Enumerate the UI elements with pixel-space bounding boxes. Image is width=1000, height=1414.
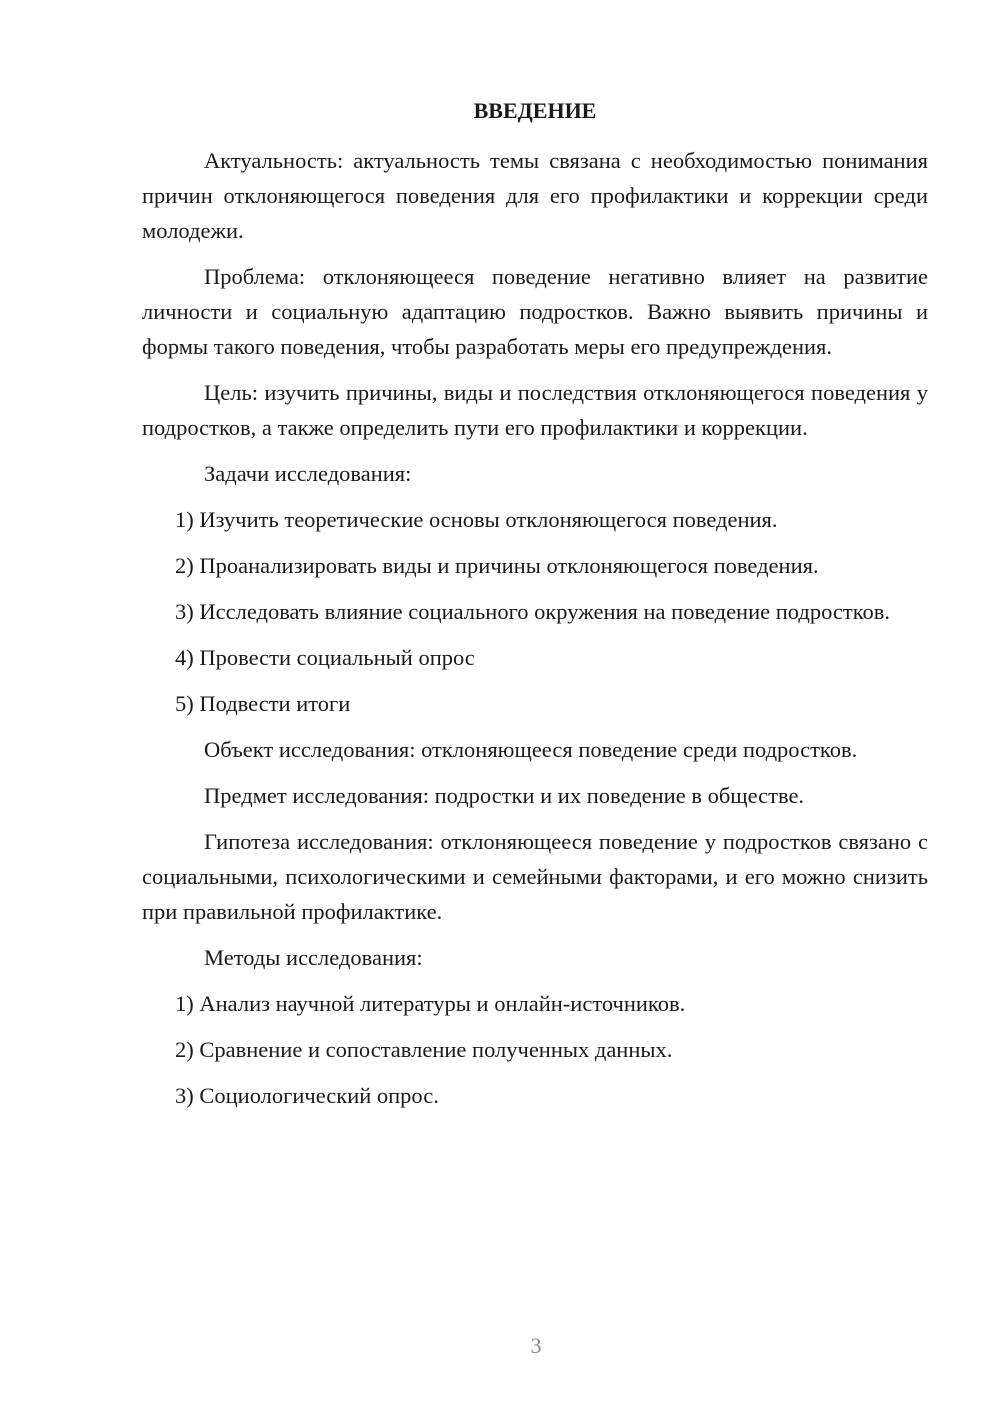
document-body xyxy=(142,143,928,1124)
paragraph-subject: Предмет исследования: подростки и их поведение в обществе. xyxy=(204,783,805,808)
paragraph-methods-heading: Методы исследования: xyxy=(204,945,423,970)
method-item-2: 2) Сравнение и сопоставление полученных данных. xyxy=(175,1037,673,1062)
task-item-3: 3) Исследовать влияние социального окружения на поведение подростков. xyxy=(175,599,891,624)
page-number: 3 xyxy=(530,1333,542,1358)
paragraph-hypothesis: Гипотеза исследования: отклоняющееся поведение у подростков связано с социальными, психологическими и семейными факторами, и его можно снизить при правильной профилактике. xyxy=(142,829,928,924)
method-item-3: 3) Социологический опрос. xyxy=(175,1083,439,1108)
paragraph-object: Объект исследования: отклоняющееся поведение среди подростков. xyxy=(204,737,858,762)
task-item-4: 4) Провести социальный опрос xyxy=(175,645,475,670)
paragraph-goal: Цель: изучить причины, виды и последствия отклоняющегося поведения у подростков, а также определить пути его профилактики и коррекции. xyxy=(142,380,928,440)
paragraph-problem: Проблема: отклоняющееся поведение негативно влияет на развитие личности и социальную адаптацию подростков. Важно выявить причины и формы такого поведения, чтобы разработать меры его предупреждения. xyxy=(142,264,928,359)
task-item-1: 1) Изучить теоретические основы отклоняющегося поведения. xyxy=(175,507,778,532)
paragraph-tasks-heading: Задачи исследования: xyxy=(204,461,412,486)
task-item-2: 2) Проанализировать виды и причины отклоняющегося поведения. xyxy=(175,553,819,578)
paragraph-relevance: Актуальность: актуальность темы связана с необходимостью понимания причин отклоняющегося поведения для его профилактики и коррекции среди молодежи. xyxy=(142,148,928,243)
method-item-1: 1) Анализ научной литературы и онлайн-источников. xyxy=(175,991,686,1016)
task-item-5: 5) Подвести итоги xyxy=(175,691,351,716)
page-title: ВВЕДЕНИЕ xyxy=(473,98,597,123)
